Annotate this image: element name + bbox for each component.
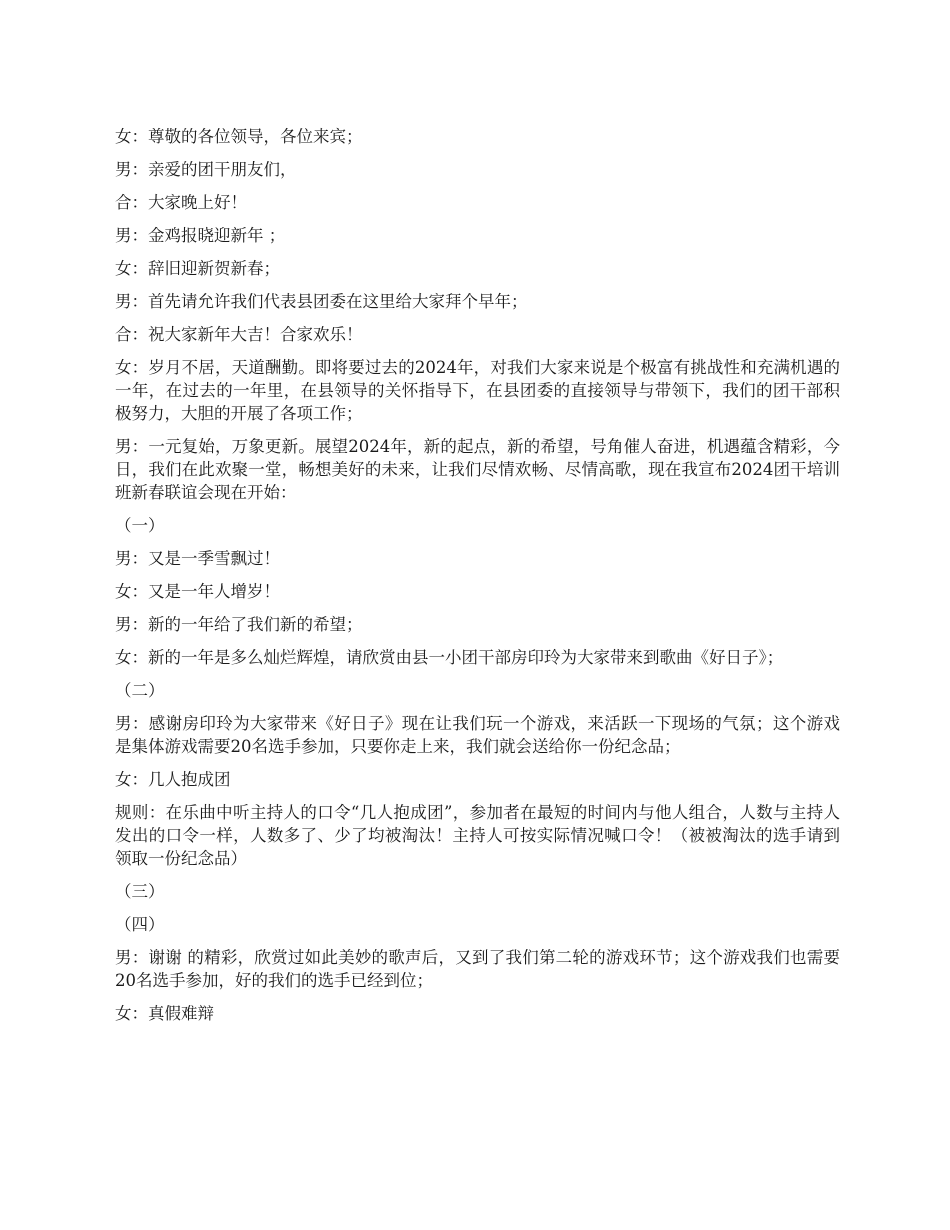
document-body xyxy=(115,125,840,1035)
section-marker: （四） xyxy=(115,915,165,934)
paragraph: 男：金鸡报晓迎新年 ； xyxy=(115,226,286,245)
paragraph: 男：亲爱的团干朋友们， xyxy=(115,160,297,179)
rules-paragraph: 规则：在乐曲中听主持人的口令“几人抱成团”，参加者在最短的时间内与他人组合，人数与主持人发出的口令一样，人数多了、少了均被淘汰！主持人可按实际情况喊口令！（被被淘汰的选手请到 领取一份纪念品） xyxy=(115,803,840,868)
paragraph: 女：尊敬的各位领导，各位来宾； xyxy=(115,127,363,146)
section-marker: （三） xyxy=(115,882,165,901)
paragraph: 男：感谢房印玲为大家带来《好日子》现在让我们玩一个游戏，来活跃一下现场的气氛；这个游戏是集体游戏需要20名选手参加，只要你走上来，我们就会送给你一份纪念品； xyxy=(115,714,840,756)
paragraph: 女：岁月不居，天道酬勤。即将要过去的2024年，对我们大家来说是个极富有挑战性和充满机遇的一年，在过去的一年里，在县领导的关怀指导下，在县团委的直接领导与带领下，我们的团干部积极努力，大胆的开展了各项工作； xyxy=(115,358,840,423)
paragraph: 女：真假难辩 xyxy=(115,1004,214,1023)
paragraph: 合：大家晚上好！ xyxy=(115,193,247,212)
paragraph: 女：辞旧迎新贺新春； xyxy=(115,259,280,278)
paragraph: 女：几人抱成团 xyxy=(115,770,231,789)
paragraph: 男：又是一季雪飘过！ xyxy=(115,549,280,568)
paragraph: 男：谢谢 的精彩，欣赏过如此美妙的歌声后，又到了我们第二轮的游戏环节；这个游戏我们也需要20名选手参加，好的我们的选手已经到位； xyxy=(115,948,840,990)
paragraph: 合：祝大家新年大吉！合家欢乐！ xyxy=(115,325,363,344)
paragraph: 女：又是一年人增岁！ xyxy=(115,582,280,601)
paragraph: 男：新的一年给了我们新的希望； xyxy=(115,615,363,634)
section-marker: （二） xyxy=(115,681,165,700)
paragraph: 男：一元复始，万象更新。展望2024年，新的起点，新的希望，号角催人奋进，机遇蕴含精彩，今日，我们在此欢聚一堂，畅想美好的未来，让我们尽情欢畅、尽情高歌，现在我宣布2024团干培训班新春联谊会现在开始： xyxy=(115,437,840,502)
paragraph: 女：新的一年是多么灿烂辉煌，请欣赏由县一小团干部房印玲为大家带来到歌曲《好日子》； xyxy=(115,648,784,667)
paragraph: 男：首先请允许我们代表县团委在这里给大家拜个早年； xyxy=(115,292,528,311)
section-marker: （一） xyxy=(115,516,165,535)
